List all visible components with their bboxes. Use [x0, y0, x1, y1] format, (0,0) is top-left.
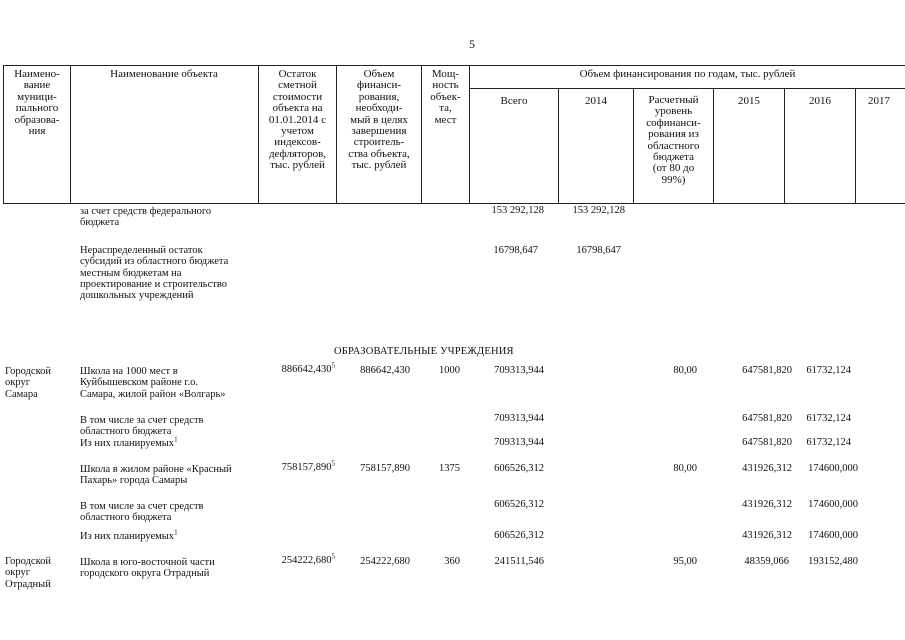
undistributed-subsidy-2014: 16798,647: [576, 245, 621, 256]
school2-total: 606526,312: [494, 463, 544, 474]
table-header-bottom-border: [3, 203, 905, 204]
otradny-school-name: Школа в юго-восточной части городского округа Отрадный: [80, 557, 215, 580]
school2-regional-label: В том числе за счет средств областного бюджета: [80, 501, 204, 524]
otradny-school-total: 241511,546: [494, 556, 544, 567]
header-year-2016: 2016: [809, 95, 831, 107]
school1-name: Школа на 1000 мест в Куйбышевском районе г.о. Самара, жилой район «Волгарь»: [80, 366, 226, 400]
undistributed-subsidy-total: 16798,647: [493, 245, 538, 256]
school1-total: 709313,944: [494, 365, 544, 376]
school1-planned-2015: 647581,820: [742, 437, 792, 448]
school2-planned-2016: 174600,000: [808, 530, 858, 541]
school1-2016: 61732,124: [806, 365, 851, 376]
school2-regional-total: 606526,312: [494, 499, 544, 510]
school1-regional-2016: 61732,124: [806, 413, 851, 424]
header-year-2014: 2014: [585, 95, 607, 107]
school2-remaining: 758157,890$^5$: [281, 459, 335, 473]
header-total: Всего: [500, 95, 528, 107]
federal-budget-total: 153 292,128: [491, 205, 544, 216]
school2-volume: 758157,890: [360, 463, 410, 474]
header-year-2015: 2015: [738, 95, 760, 107]
header-municipality: Наимено- вание муници- пального образова- ния: [14, 68, 60, 138]
header-financing-volume: Объем финанси- рования, необходи- мый в целях завершения строитель- ства объекта, тыс. рублей: [348, 68, 410, 172]
col-divider: [855, 88, 856, 204]
header-year-2017: 2017: [868, 95, 890, 107]
federal-budget-label: за счет средств федерального бюджета: [80, 206, 212, 229]
school1-volume: 886642,430: [360, 365, 410, 376]
otradny-school-level: 95,00: [673, 556, 697, 567]
school2-planned-2015: 431926,312: [742, 530, 792, 541]
municipality-otradny: Городской округ Отрадный: [5, 556, 52, 590]
school1-planned-total: 709313,944: [494, 437, 544, 448]
school1-planned-label: Из них планируемых$^1$: [80, 435, 178, 449]
table-top-border: [3, 65, 905, 66]
header-remaining-cost: Остаток сметной стоимости объекта на 01.01.2014 с учетом индексов- дефляторов, тыс. рублей: [268, 68, 327, 172]
school2-capacity: 1375: [439, 463, 460, 474]
school2-level: 80,00: [673, 463, 697, 474]
undistributed-subsidy-label: Нераспределенный остаток субсидий из областного бюджета местным бюджетам на проектирование и строительство дошкольных учреждений: [80, 245, 229, 302]
school2-regional-2016: 174600,000: [808, 499, 858, 510]
school1-regional-total: 709313,944: [494, 413, 544, 424]
school1-regional-2015: 647581,820: [742, 413, 792, 424]
school2-2015: 431926,312: [742, 463, 792, 474]
page-number: 5: [469, 37, 475, 51]
header-capacity: Мощ- ность объек- та, мест: [430, 68, 461, 126]
school1-2015: 647581,820: [742, 365, 792, 376]
otradny-school-remaining: 254222,680$^5$: [281, 552, 335, 566]
federal-budget-2014: 153 292,128: [572, 205, 625, 216]
school2-name: Школа в жилом районе «Красный Пахарь» города Самары: [80, 464, 232, 487]
otradny-school-volume: 254222,680: [360, 556, 410, 567]
school2-planned-total: 606526,312: [494, 530, 544, 541]
municipality-samara: Городской округ Самара: [5, 366, 52, 400]
header-cofinancing-level: Расчетный уровень софинанси- рования из областного бюджета (от 80 до 99%): [646, 94, 701, 186]
school2-regional-2015: 431926,312: [742, 499, 792, 510]
otradny-school-2016: 193152,480: [808, 556, 858, 567]
financing-subheader-border: [469, 88, 905, 89]
header-object-name: Наименование объекта: [110, 68, 218, 80]
school1-capacity: 1000: [439, 365, 460, 376]
otradny-school-2015: 48359,066: [744, 556, 789, 567]
school1-level: 80,00: [673, 365, 697, 376]
header-financing-by-years: Объем финансирования по годам, тыс. рублей: [579, 68, 796, 80]
otradny-school-capacity: 360: [444, 556, 460, 567]
school1-planned-2016: 61732,124: [806, 437, 851, 448]
col-divider: [70, 65, 71, 204]
col-divider: [469, 65, 470, 204]
school1-regional-label: В том числе за счет средств областного бюджета: [80, 415, 204, 438]
section-title: ОБРАЗОВАТЕЛЬНЫЕ УЧРЕЖДЕНИЯ: [334, 346, 514, 357]
school1-remaining: 886642,430$^5$: [281, 361, 335, 375]
school2-2016: 174600,000: [808, 463, 858, 474]
school2-planned-label: Из них планируемых$^1$: [80, 528, 178, 542]
